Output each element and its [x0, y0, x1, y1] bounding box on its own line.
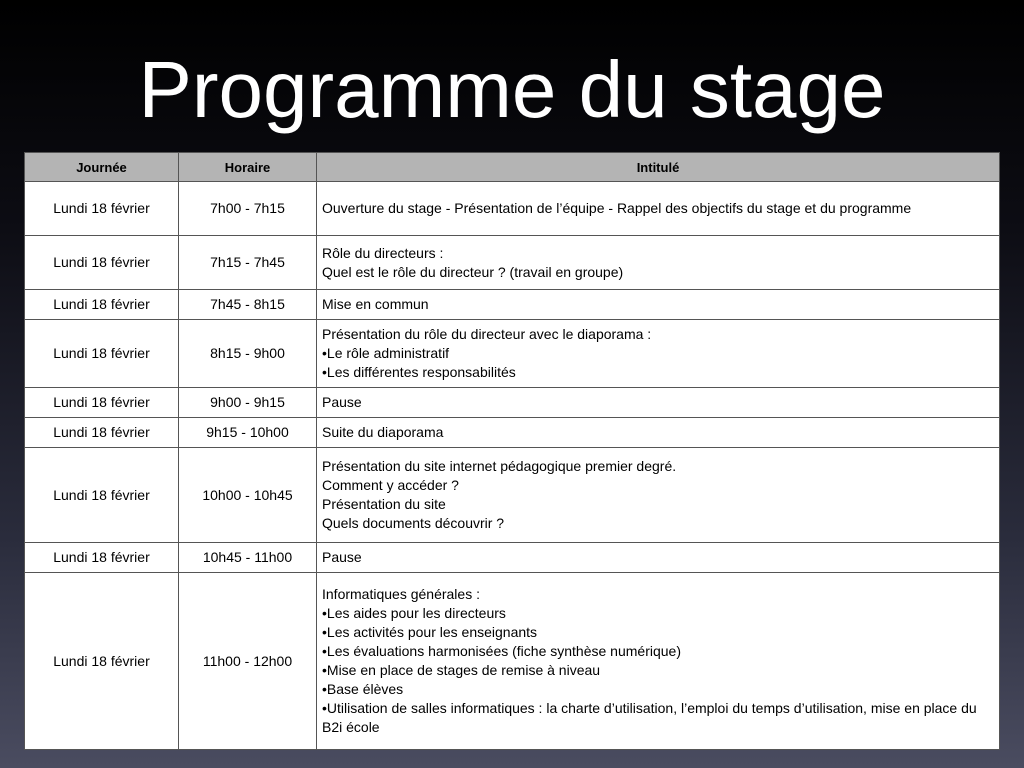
bullet-item: • Le rôle administratif — [322, 344, 994, 363]
slide-title: Programme du stage — [138, 45, 886, 134]
cell-journee: Lundi 18 février — [25, 573, 179, 750]
table-row — [25, 290, 1000, 320]
bullet-item: • Les activités pour les enseignants — [322, 623, 994, 642]
bullet-item: • Les évaluations harmonisées (fiche synthèse numérique) — [322, 642, 994, 661]
cell-horaire: 8h15 - 9h00 — [179, 320, 317, 388]
cell-horaire: 7h45 - 8h15 — [179, 290, 317, 320]
cell-horaire: 7h00 - 7h15 — [179, 182, 317, 236]
table-header-row — [25, 153, 1000, 182]
table-row — [25, 320, 1000, 388]
cell-horaire: 9h15 - 10h00 — [179, 418, 317, 448]
table-row — [25, 573, 1000, 750]
cell-intitule — [317, 290, 1000, 320]
cell-horaire: 10h00 - 10h45 — [179, 448, 317, 543]
table-row — [25, 236, 1000, 290]
bullet-item: • Les différentes responsabilités — [322, 363, 994, 382]
text-line: Quels documents découvrir ? — [322, 515, 505, 531]
text-line: Ouverture du stage - Présentation de l’équipe - Rappel des objectifs du stage et du programme — [322, 200, 912, 216]
bullet-item: • Mise en place de stages de remise à niveau — [322, 661, 994, 680]
text-line: Informatiques générales : — [322, 586, 480, 602]
table-body — [25, 182, 1000, 750]
cell-intitule — [317, 573, 1000, 750]
cell-horaire: 9h00 - 9h15 — [179, 388, 317, 418]
cell-journee: Lundi 18 février — [25, 182, 179, 236]
header-journee: Journée — [25, 153, 179, 182]
cell-horaire: 10h45 - 11h00 — [179, 543, 317, 573]
text-line: Comment y accéder ? — [322, 477, 459, 493]
cell-journee: Lundi 18 février — [25, 320, 179, 388]
header-horaire: Horaire — [179, 153, 317, 182]
bullet-item: • Utilisation de salles informatiques : la charte d’utilisation, l’emploi du temps d’utilisation, mise en place du B2i école — [322, 699, 994, 737]
bullet-item: • Les aides pour les directeurs — [322, 604, 994, 623]
cell-horaire: 7h15 - 7h45 — [179, 236, 317, 290]
table-row — [25, 418, 1000, 448]
cell-journee: Lundi 18 février — [25, 388, 179, 418]
text-line: Présentation du rôle du directeur avec le diaporama : — [322, 326, 652, 342]
table-row — [25, 448, 1000, 543]
text-line: Rôle du directeurs : — [322, 244, 444, 261]
table-row — [25, 543, 1000, 573]
cell-journee: Lundi 18 février — [25, 236, 179, 290]
cell-journee: Lundi 18 février — [25, 543, 179, 573]
cell-intitule — [317, 543, 1000, 573]
cell-intitule — [317, 448, 1000, 543]
cell-horaire: 11h00 - 12h00 — [179, 573, 317, 750]
cell-journee: Lundi 18 février — [25, 448, 179, 543]
text-line: Pause — [322, 394, 362, 410]
text-line: Pause — [322, 549, 362, 565]
cell-journee: Lundi 18 février — [25, 418, 179, 448]
bullet-item: • Base élèves — [322, 680, 994, 699]
cell-intitule — [317, 236, 1000, 290]
text-line: Présentation du site — [322, 496, 446, 512]
text-line: Présentation du site internet pédagogique premier degré. — [322, 458, 677, 474]
cell-journee: Lundi 18 février — [25, 290, 179, 320]
table-row — [25, 182, 1000, 236]
text-line: Quel est le rôle du directeur ? (travail en groupe) — [322, 263, 624, 280]
cell-intitule — [317, 182, 1000, 236]
cell-intitule — [317, 418, 1000, 448]
header-intitule: Intitulé — [317, 153, 1000, 182]
table-row — [25, 388, 1000, 418]
schedule-table — [24, 152, 1000, 750]
text-line: Suite du diaporama — [322, 424, 444, 440]
cell-intitule — [317, 320, 1000, 388]
text-line: Mise en commun — [322, 296, 429, 312]
cell-intitule — [317, 388, 1000, 418]
